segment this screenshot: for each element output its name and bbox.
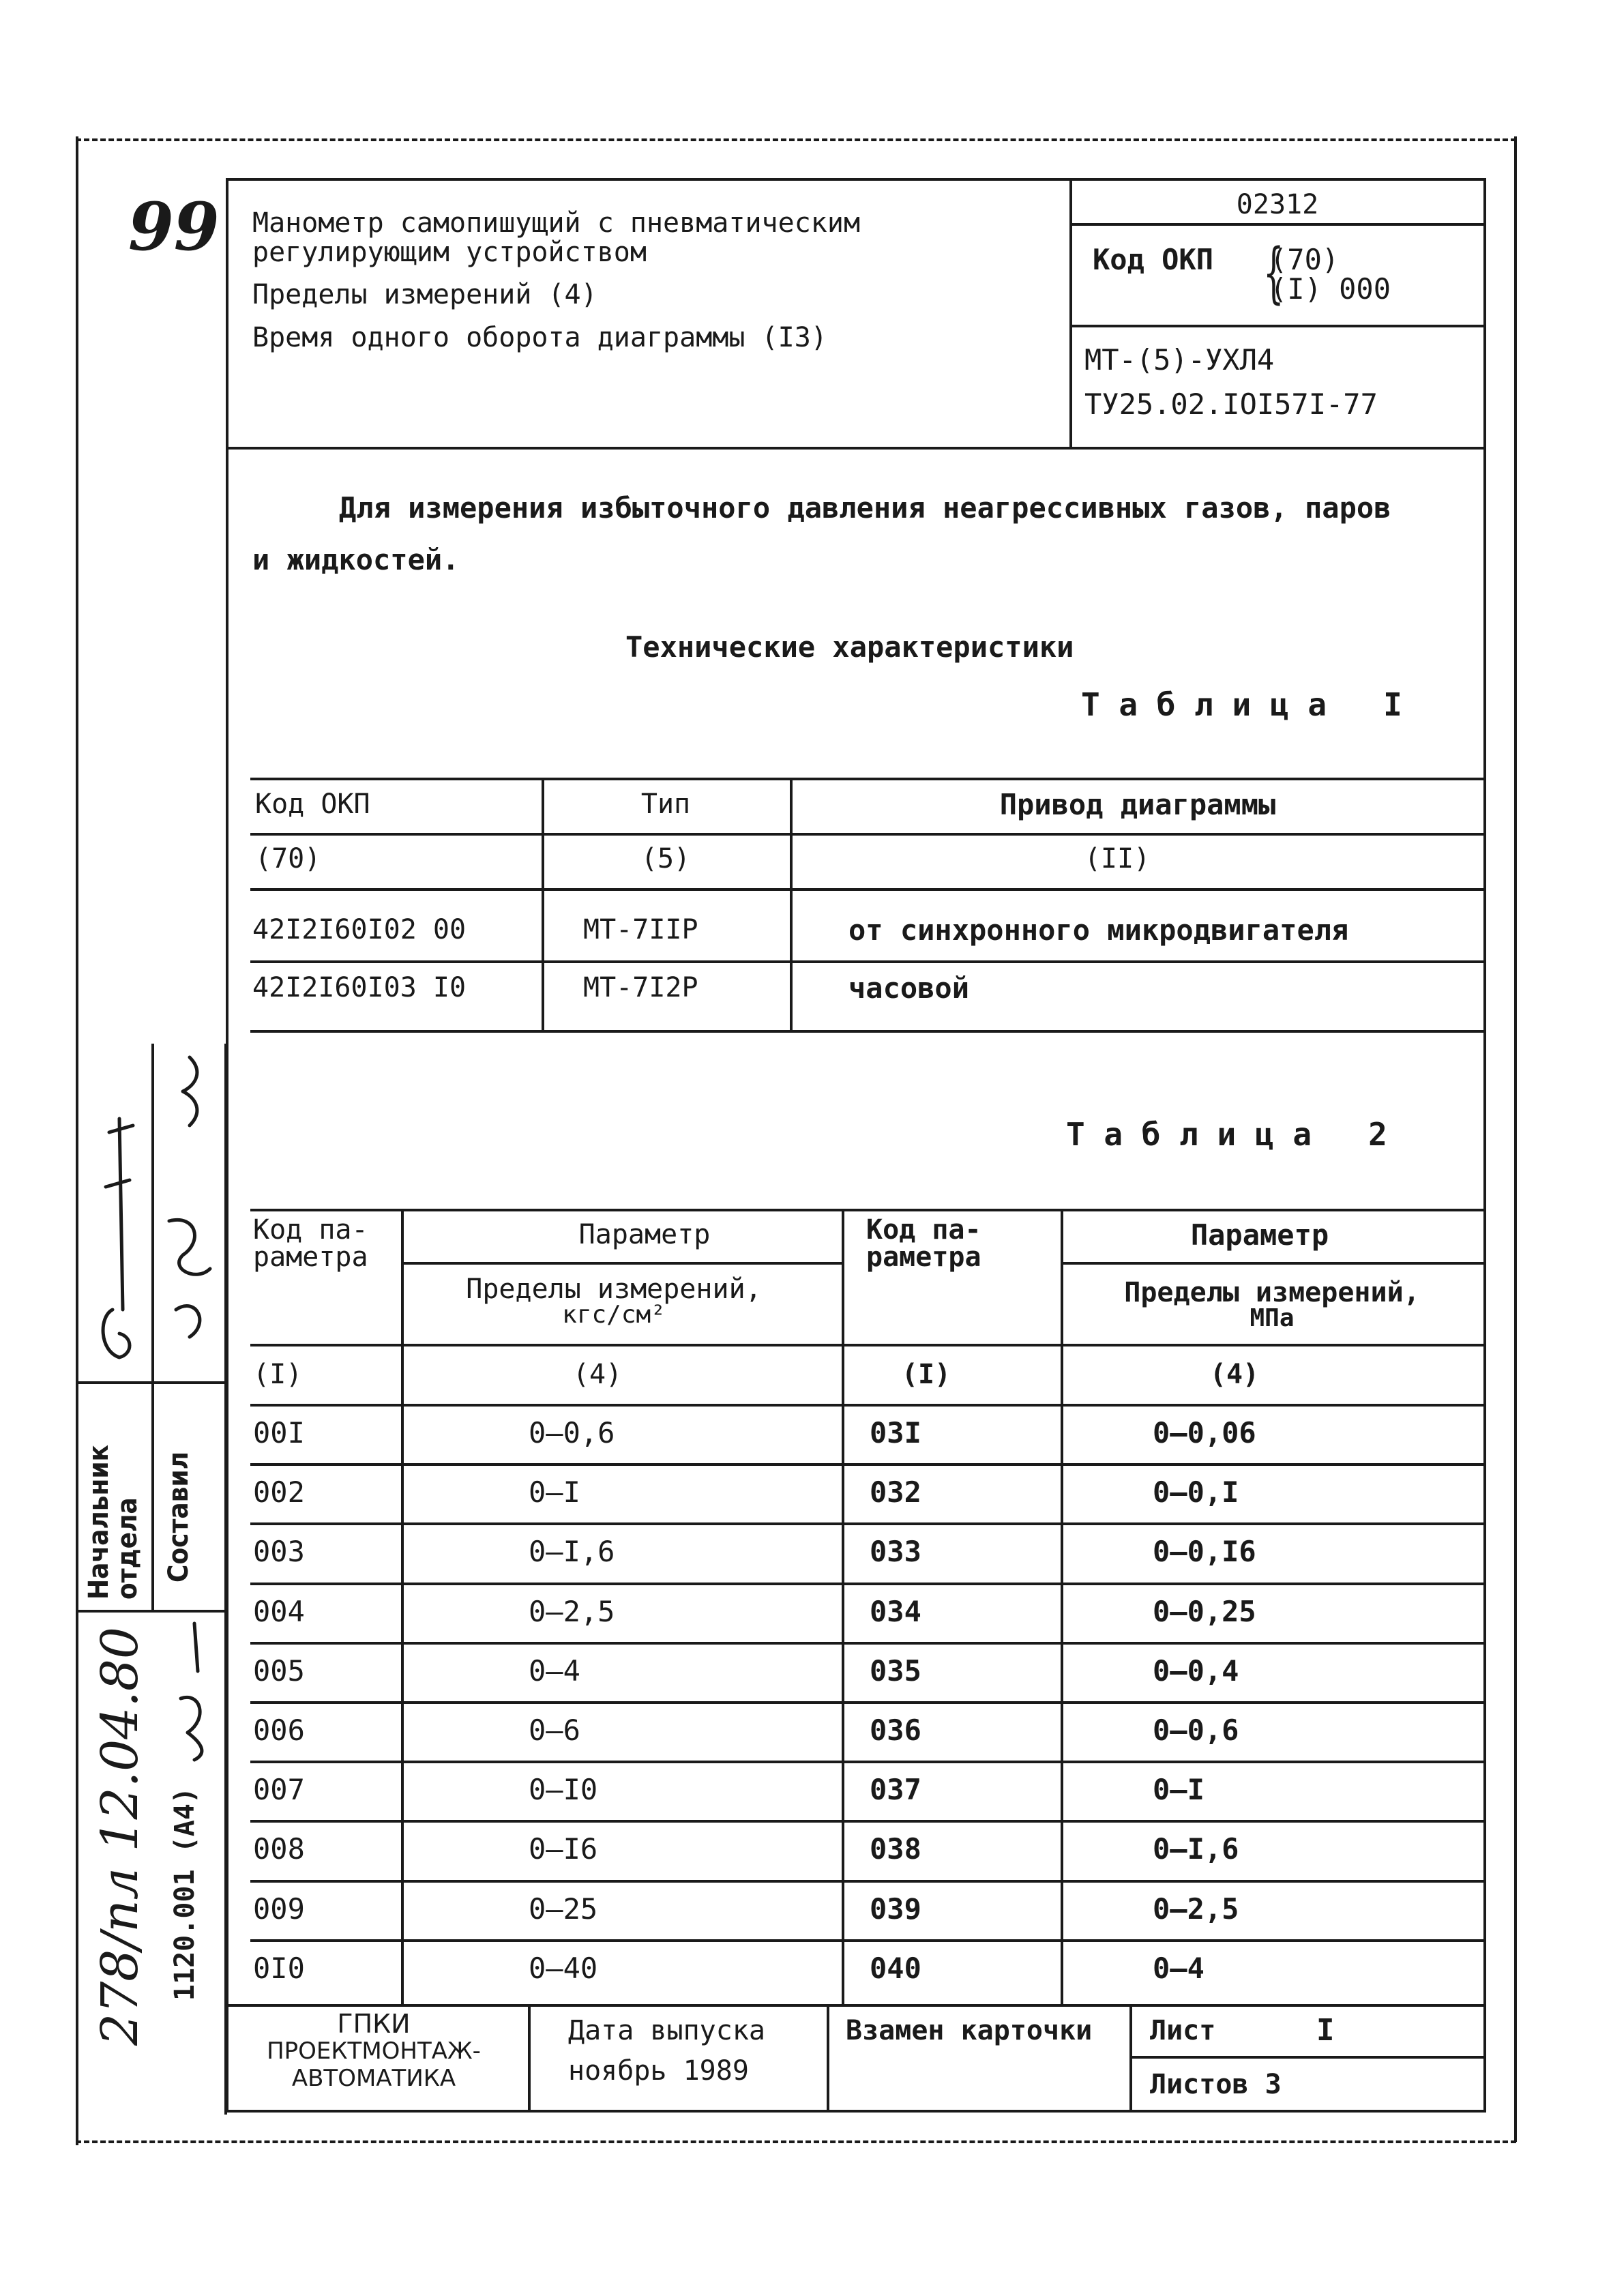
composer-label: Составил <box>163 1452 194 1583</box>
stamp-handwritten: 278/пл 12.04.80 <box>91 1627 149 2046</box>
table2-row-line <box>250 1761 1486 1763</box>
head-of-department-label <box>85 1445 142 1600</box>
table1-row2-code: 42I2I60I03 I0 <box>252 972 467 1003</box>
table1-code-drive: (II) <box>1084 843 1151 874</box>
table2-right-code-label-2: раметра <box>866 1241 981 1273</box>
table1-col2-divider <box>790 778 793 1033</box>
format-label: 1120.001 (A4) <box>169 1787 201 2001</box>
table1-code-line <box>250 888 1486 891</box>
table2-top-line <box>250 1209 1486 1211</box>
side-mid-line <box>76 1610 227 1613</box>
table2-right-range: 0–4 <box>1153 1951 1204 1985</box>
footer-sheet-line <box>1129 2056 1486 2059</box>
table1-row1-drive: от синхронного микродвигателя <box>848 913 1349 947</box>
table2-left-code: 003 <box>253 1535 305 1569</box>
okp-code-1: (70) <box>1270 243 1340 276</box>
table2-left-param-label: Параметр <box>578 1219 711 1250</box>
table2-left-code: 004 <box>253 1594 305 1628</box>
table1-code-type: (5) <box>640 843 691 874</box>
table2-row-line <box>250 1642 1486 1645</box>
table2-left-range: 0–I,6 <box>529 1535 615 1569</box>
table1-bottom-line <box>250 1030 1486 1033</box>
table2-code-4-left: (4) <box>572 1359 623 1390</box>
table2-right-code: 040 <box>870 1951 921 1985</box>
table2-left-sub-2: кгс/см² <box>562 1301 666 1329</box>
table2-col1-divider <box>401 1209 404 2005</box>
replace-card-label: Взамен карточки <box>846 2015 1093 2046</box>
table2-right-code: 038 <box>870 1832 921 1866</box>
side-right-border <box>224 1044 227 2115</box>
sheet-label: Лист <box>1150 2015 1216 2046</box>
header-code-line <box>1069 223 1486 226</box>
table2-right-range: 0–I,6 <box>1153 1832 1239 1866</box>
table2-left-range: 0–4 <box>529 1653 580 1688</box>
table2-left-sub-1: Пределы измерений, <box>466 1274 762 1305</box>
table2-right-code: 036 <box>870 1713 921 1747</box>
table2-left-range: 0–I <box>529 1475 580 1510</box>
table2-right-range: 0–0,4 <box>1153 1653 1239 1688</box>
table2-param-left-line <box>401 1262 842 1265</box>
table1-code-okp: (70) <box>255 843 321 874</box>
header-bottom-line <box>226 447 1486 450</box>
sheets-total: Листов 3 <box>1150 2069 1282 2100</box>
table2-left-code: 002 <box>253 1475 305 1510</box>
table2-right-range: 0–0,I6 <box>1153 1535 1256 1569</box>
table2-right-code: 039 <box>870 1892 921 1926</box>
tu-designation: ТУ25.02.IOI57I-77 <box>1084 387 1378 421</box>
table2-row-line <box>250 1820 1486 1823</box>
table2-row-line <box>250 1939 1486 1942</box>
table2-row-line <box>250 1701 1486 1704</box>
model-designation: МТ-(5)-УХЛ4 <box>1084 343 1275 377</box>
table2-left-range: 0–0,6 <box>529 1416 615 1449</box>
table2-right-range: 0–0,06 <box>1153 1416 1256 1449</box>
table1-row1-type: МТ-7IIP <box>583 914 698 945</box>
footer-top-line <box>226 2004 1486 2007</box>
table1-row1-code: 42I2I60I02 00 <box>252 914 467 945</box>
footer-div-1 <box>528 2004 531 2113</box>
table2-left-range: 0–2,5 <box>529 1594 615 1628</box>
side-col-divider <box>151 1044 154 1610</box>
table2-right-range: 0–0,25 <box>1153 1594 1256 1628</box>
table1-header-line <box>250 833 1486 836</box>
table2-left-code-label-2: раметра <box>253 1241 368 1273</box>
table1-col1-divider <box>542 778 544 1033</box>
table2-left-range: 0–25 <box>529 1892 598 1926</box>
table2-right-param-label: Параметр <box>1190 1218 1329 1252</box>
table2-left-range: 0–6 <box>529 1713 580 1747</box>
table1-caption: Т а б л и ц а I <box>1081 686 1402 723</box>
table2-right-code-label-1: Код па- <box>866 1214 981 1246</box>
header-divider <box>1069 178 1072 450</box>
table2-col3-divider <box>1061 1209 1063 2005</box>
table2-left-range: 0–I6 <box>529 1832 598 1866</box>
head-label-line-2: отдела <box>112 1497 143 1600</box>
table2-left-range: 0–40 <box>529 1951 598 1985</box>
intro-line-2: и жидкостей. <box>252 543 460 576</box>
table2-row-line <box>250 1880 1486 1883</box>
table2-left-code: 009 <box>253 1892 305 1926</box>
table2-left-code-label-1: Код па- <box>253 1214 368 1246</box>
table2-left-range: 0–I0 <box>529 1773 598 1807</box>
table1-row2-type: МТ-7I2P <box>583 972 698 1003</box>
margin-left-line <box>76 136 78 2145</box>
table2-caption: Т а б л и ц а 2 <box>1066 1116 1387 1153</box>
sheet-number: 99 <box>128 188 220 265</box>
bottom-dashed-line <box>76 2140 1516 2143</box>
table1-row1-line <box>250 960 1486 963</box>
right-edge-line <box>1514 136 1517 2142</box>
signature-head <box>92 1105 147 1378</box>
table2-right-range: 0–I <box>1153 1773 1204 1807</box>
title-line-2: регулирующим устройством <box>252 237 647 268</box>
signature-composer <box>156 1050 224 1364</box>
top-dashed-line <box>76 138 1516 141</box>
okp-brace: { <box>1263 235 1284 311</box>
table2-code-line <box>250 1404 1486 1407</box>
table2-left-code: 007 <box>253 1773 305 1807</box>
table2-param-right-line <box>1061 1262 1486 1265</box>
header-okp-line <box>1069 325 1486 327</box>
header-code: 02312 <box>1236 189 1319 220</box>
table2-header-line <box>250 1344 1486 1346</box>
table2-right-range: 0–2,5 <box>1153 1892 1239 1926</box>
org-line-2: ПРОЕКТМОНТАЖ- <box>267 2037 481 2065</box>
table2-right-sub-1: Пределы измерений, <box>1124 1277 1420 1308</box>
table2-left-code: 005 <box>253 1653 305 1688</box>
table2-right-sub-2: МПа <box>1250 1304 1295 1332</box>
org-line-1: ГПКИ <box>337 2009 411 2039</box>
table2-code-i-left: (I) <box>253 1359 303 1390</box>
table2-right-code: 03I <box>870 1416 921 1449</box>
table2-code-i-right: (I) <box>901 1359 951 1390</box>
section-title: Технические характеристики <box>625 630 1074 664</box>
table2-row-line <box>250 1583 1486 1585</box>
table2-right-range: 0–0,I <box>1153 1475 1239 1510</box>
table1-header-drive: Привод диаграммы <box>999 788 1276 821</box>
table2-right-code: 032 <box>870 1475 921 1510</box>
footer-div-2 <box>827 2004 829 2113</box>
signature-date <box>167 1617 222 1767</box>
table2-row-line <box>250 1463 1486 1466</box>
table2-left-code: 00I <box>253 1416 305 1449</box>
head-label-line-1: Начальник <box>83 1445 115 1600</box>
org-line-3: АВТОМАТИКА <box>291 2065 456 2092</box>
table2-left-code: 006 <box>253 1713 305 1747</box>
table2-code-4-right: (4) <box>1209 1359 1260 1390</box>
title-line-1: Манометр самопишущий с пневматическим <box>252 207 861 239</box>
table2-row-line <box>250 1522 1486 1525</box>
okp-label: Код ОКП <box>1093 243 1214 276</box>
intro-line-1: Для измерения избыточного давления неагрессивных газов, паров <box>339 491 1391 525</box>
table2-col2-divider <box>842 1209 844 2005</box>
table2-left-code: 008 <box>253 1832 305 1866</box>
table1-header-type: Тип <box>640 789 691 820</box>
table2-right-code: 037 <box>870 1773 921 1807</box>
table2-right-code: 033 <box>870 1535 921 1569</box>
table2-right-code: 035 <box>870 1653 921 1688</box>
table1-top-line <box>250 778 1486 780</box>
title-line-4: Время одного оборота диаграммы (I3) <box>252 322 827 353</box>
table1-row2-drive: часовой <box>848 971 970 1005</box>
release-date-label: Дата выпуска <box>568 2015 765 2046</box>
title-line-3: Пределы измерений (4) <box>252 279 597 310</box>
okp-code-2: (I) 000 <box>1270 272 1391 306</box>
table2-right-range: 0–0,6 <box>1153 1713 1239 1747</box>
sheet-value: I <box>1316 2013 1335 2048</box>
release-date-value: ноябрь 1989 <box>568 2055 749 2087</box>
table1-header-okp: Код ОКП <box>255 789 370 820</box>
table2-left-code: 0I0 <box>253 1951 305 1985</box>
table2-right-code: 034 <box>870 1594 921 1628</box>
